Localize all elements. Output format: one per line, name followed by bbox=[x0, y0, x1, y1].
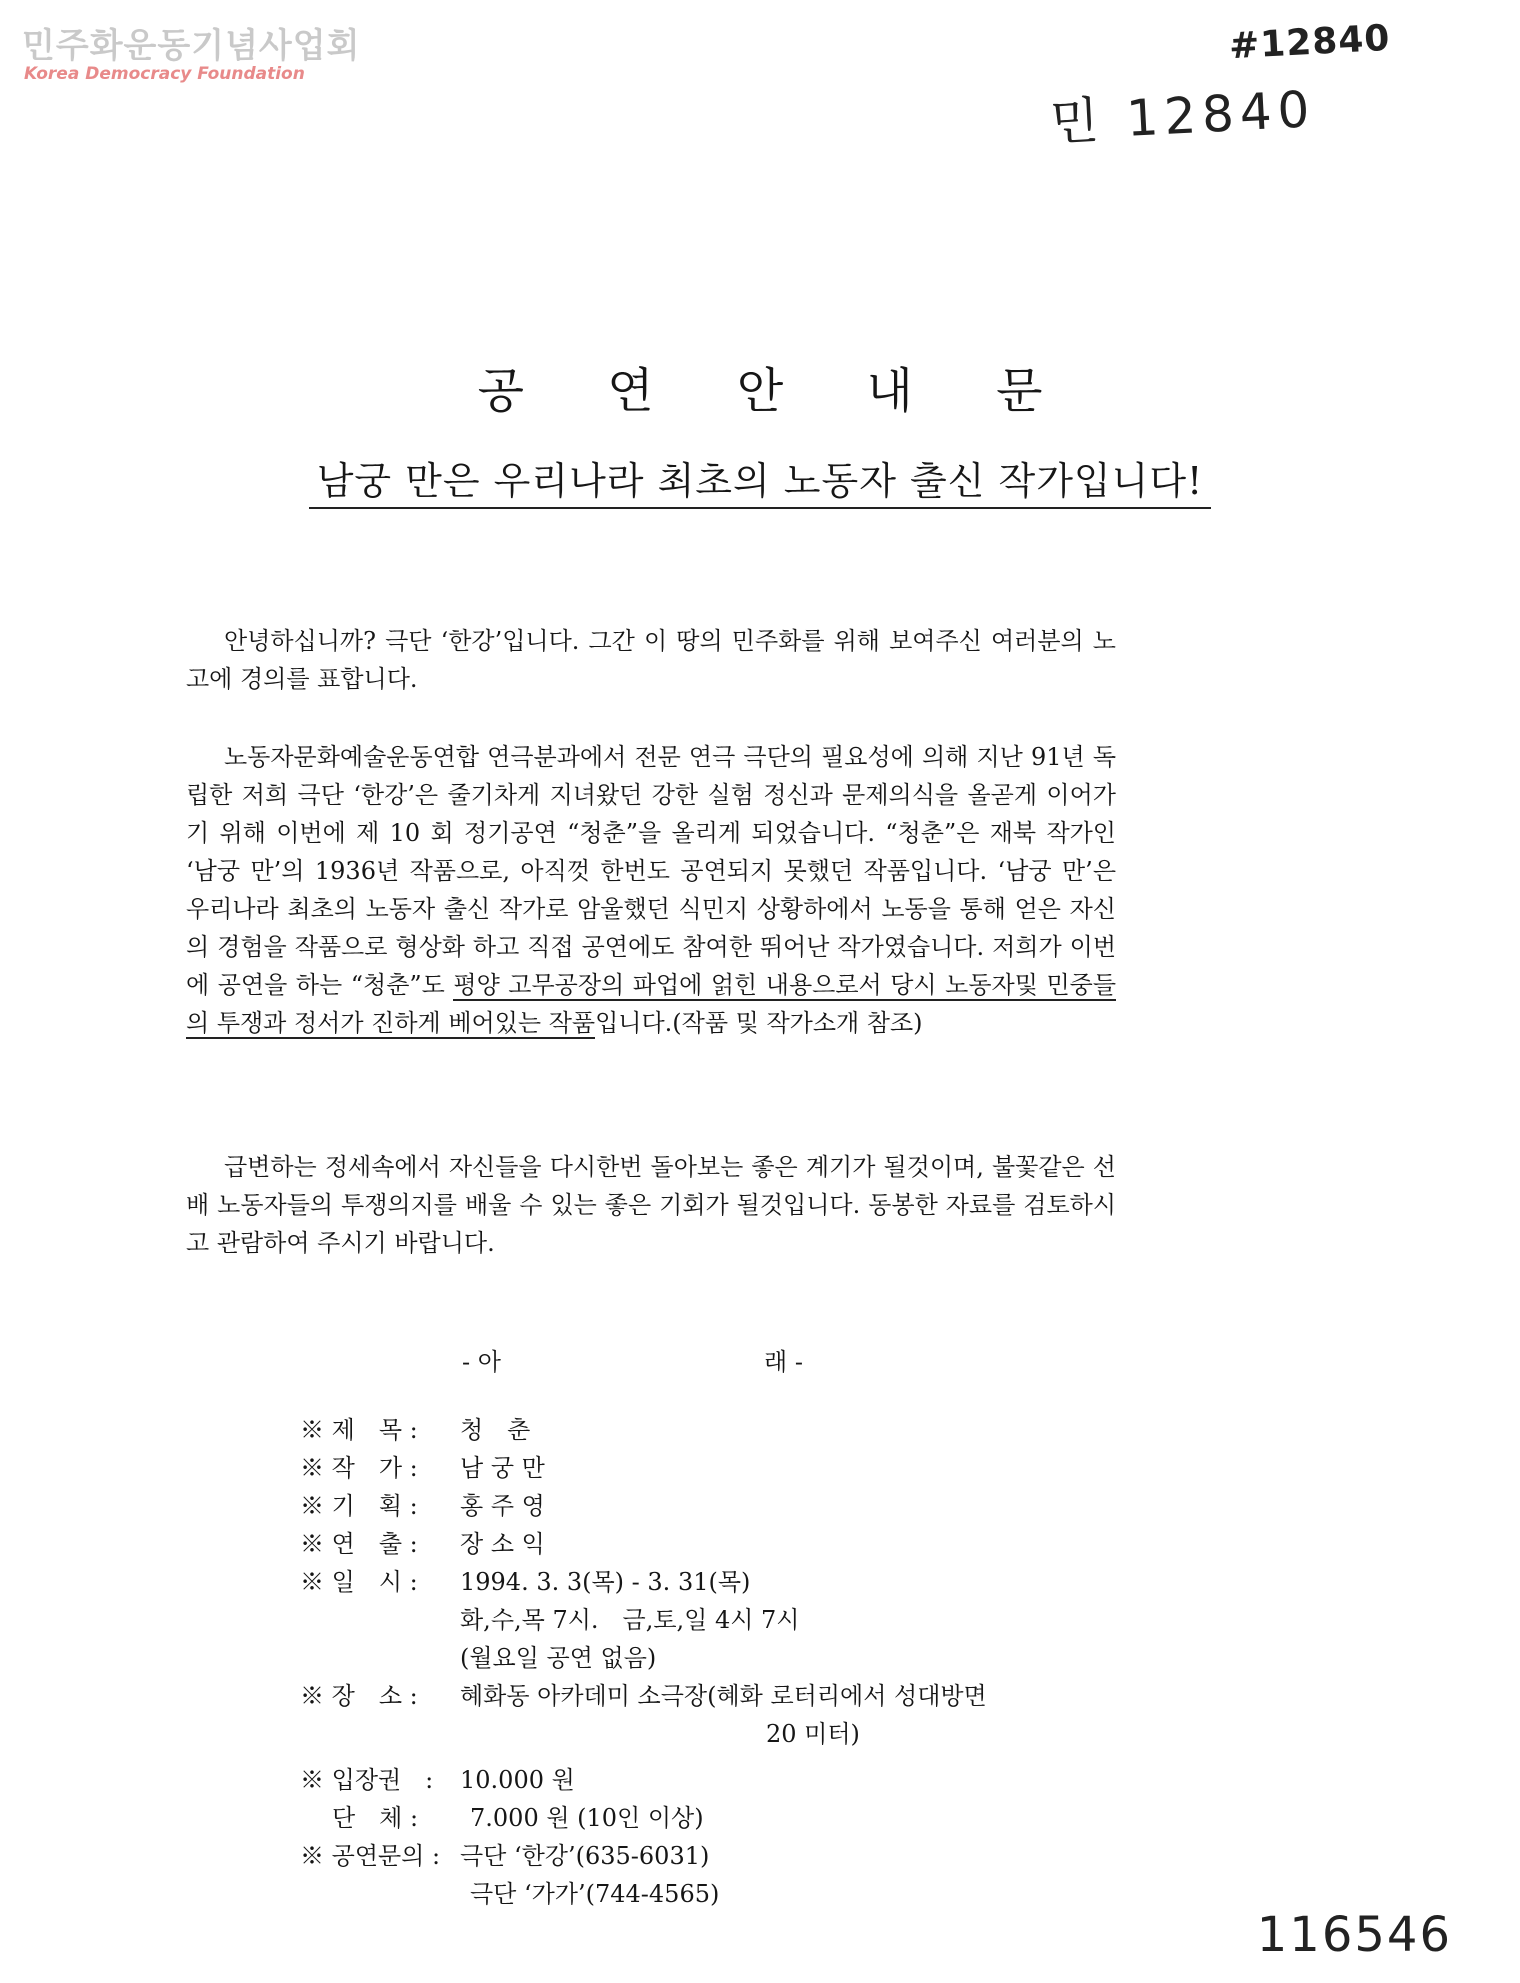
handwritten-archive-mark: 민 12840 bbox=[1048, 80, 1317, 152]
detail-ticket-label: ※ 입장권 : bbox=[300, 1766, 434, 1794]
detail-ticket-row bbox=[300, 1760, 575, 1795]
detail-ticket-value: 10.000 원 bbox=[460, 1766, 575, 1794]
underlined-passage: 평양 고무공장의 파업에 얽힌 내용으로서 당시 노동자및 민중들의 투쟁과 정서가 진하게 베어있는 작품 bbox=[186, 971, 1116, 1037]
detail-contact-value-2: 극단 ‘가가’(744-4565) bbox=[470, 1880, 720, 1908]
detail-planning-row bbox=[300, 1486, 545, 1521]
document-subtitle bbox=[0, 450, 1520, 509]
detail-author-label: ※ 작 가 : bbox=[300, 1454, 418, 1482]
detail-planning-label: ※ 기 획 : bbox=[300, 1492, 418, 1520]
detail-place-continued: 20 미터) bbox=[766, 1720, 860, 1748]
detail-director-value: 장 소 익 bbox=[460, 1530, 545, 1558]
paragraph-greeting: 안녕하십니까? 극단 ‘한강’입니다. 그간 이 땅의 민주화를 위해 보여주신 여러분의 노고에 경의를 표합니다. bbox=[186, 627, 1116, 693]
detail-group-row bbox=[332, 1798, 704, 1833]
detail-director-label: ※ 연 출 : bbox=[300, 1530, 418, 1558]
detail-contact-label: ※ 공연문의 : bbox=[300, 1842, 441, 1870]
detail-place-label: ※ 장 소 : bbox=[300, 1682, 418, 1710]
handwritten-top-number: #12840 bbox=[1227, 17, 1391, 68]
paragraph-introduction-text: 노동자문화예술운동연합 연극분과에서 전문 연극 극단의 필요성에 의해 지난 91년 독립한 저희 극단 ‘한강’은 줄기차게 지녀왔던 강한 실험 정신과 문제의식을 올곧게 이어가기 위해 이번에 제 10 회 정기공연 “청춘”을 올리게 되었습니다. “청춘”은 재북 작가인 ‘남궁 만’의 1936년 작품으로, 아직껏 한번도 공연되지 못했던 작품입니다. ‘남궁 만’은 우리나라 최초의 노동자 출신 작가로 암울했던 식민지 상황하에서 노동을 통해 얻은 자신의 경험을 작품으로 형상화 하고 직접 공연에도 참여한 뛰어난 작가였습니다. 저희가 이번에 공연을 하는 “청춘”도 bbox=[186, 743, 1116, 999]
document-title: 공 연 안 내 문 bbox=[477, 363, 1077, 419]
handwritten-bottom-number: 116546 bbox=[1256, 1907, 1452, 1963]
detail-title-label: ※ 제 목 : bbox=[300, 1416, 418, 1444]
detail-date-row bbox=[300, 1562, 750, 1597]
notice-header-left: - 아 bbox=[462, 1348, 501, 1376]
detail-date-note: (월요일 공연 없음) bbox=[460, 1644, 657, 1672]
detail-title-row bbox=[300, 1410, 530, 1445]
detail-contact-row bbox=[300, 1836, 709, 1871]
watermark-english: Korea Democracy Foundation bbox=[24, 64, 305, 84]
detail-author-row bbox=[300, 1448, 545, 1483]
detail-place-row bbox=[300, 1676, 987, 1711]
detail-date-label: ※ 일 시 : bbox=[300, 1568, 418, 1596]
paragraph-introduction bbox=[186, 738, 1116, 1042]
detail-group-value: 7.000 원 (10인 이상) bbox=[470, 1804, 704, 1832]
detail-planning-value: 홍 주 영 bbox=[460, 1492, 545, 1520]
detail-date-schedule: 화,수,목 7시. 금,토,일 4시 7시 bbox=[460, 1606, 800, 1634]
paragraph-introduction-end: 입니다.(작품 및 작가소개 참조) bbox=[595, 1009, 923, 1037]
detail-title-value: 청 춘 bbox=[460, 1416, 531, 1444]
detail-date-value: 1994. 3. 3(목) - 3. 31(목) bbox=[460, 1568, 751, 1596]
paragraph-invitation: 급변하는 정세속에서 자신들을 다시한번 돌아보는 좋은 계기가 될것이며, 불꽃같은 선배 노동자들의 투쟁의지를 배울 수 있는 좋은 기회가 될것입니다. 동봉한 자료를 검토하시고 관람하여 주시기 바랍니다. bbox=[186, 1153, 1116, 1257]
subtitle-text: 남궁 만은 우리나라 최초의 노동자 출신 작가입니다! bbox=[309, 450, 1212, 509]
detail-director-row bbox=[300, 1524, 545, 1559]
detail-group-label: 단 체 : bbox=[332, 1804, 419, 1832]
notice-header-right: 래 - bbox=[764, 1348, 803, 1376]
detail-contact-value-1: 극단 ‘한강’(635-6031) bbox=[460, 1842, 710, 1870]
watermark-korean: 민주화운동기념사업회 bbox=[22, 26, 361, 66]
detail-place-value: 혜화동 아카데미 소극장(혜화 로터리에서 성대방면 bbox=[460, 1682, 987, 1710]
detail-author-value: 남 궁 만 bbox=[460, 1454, 545, 1482]
